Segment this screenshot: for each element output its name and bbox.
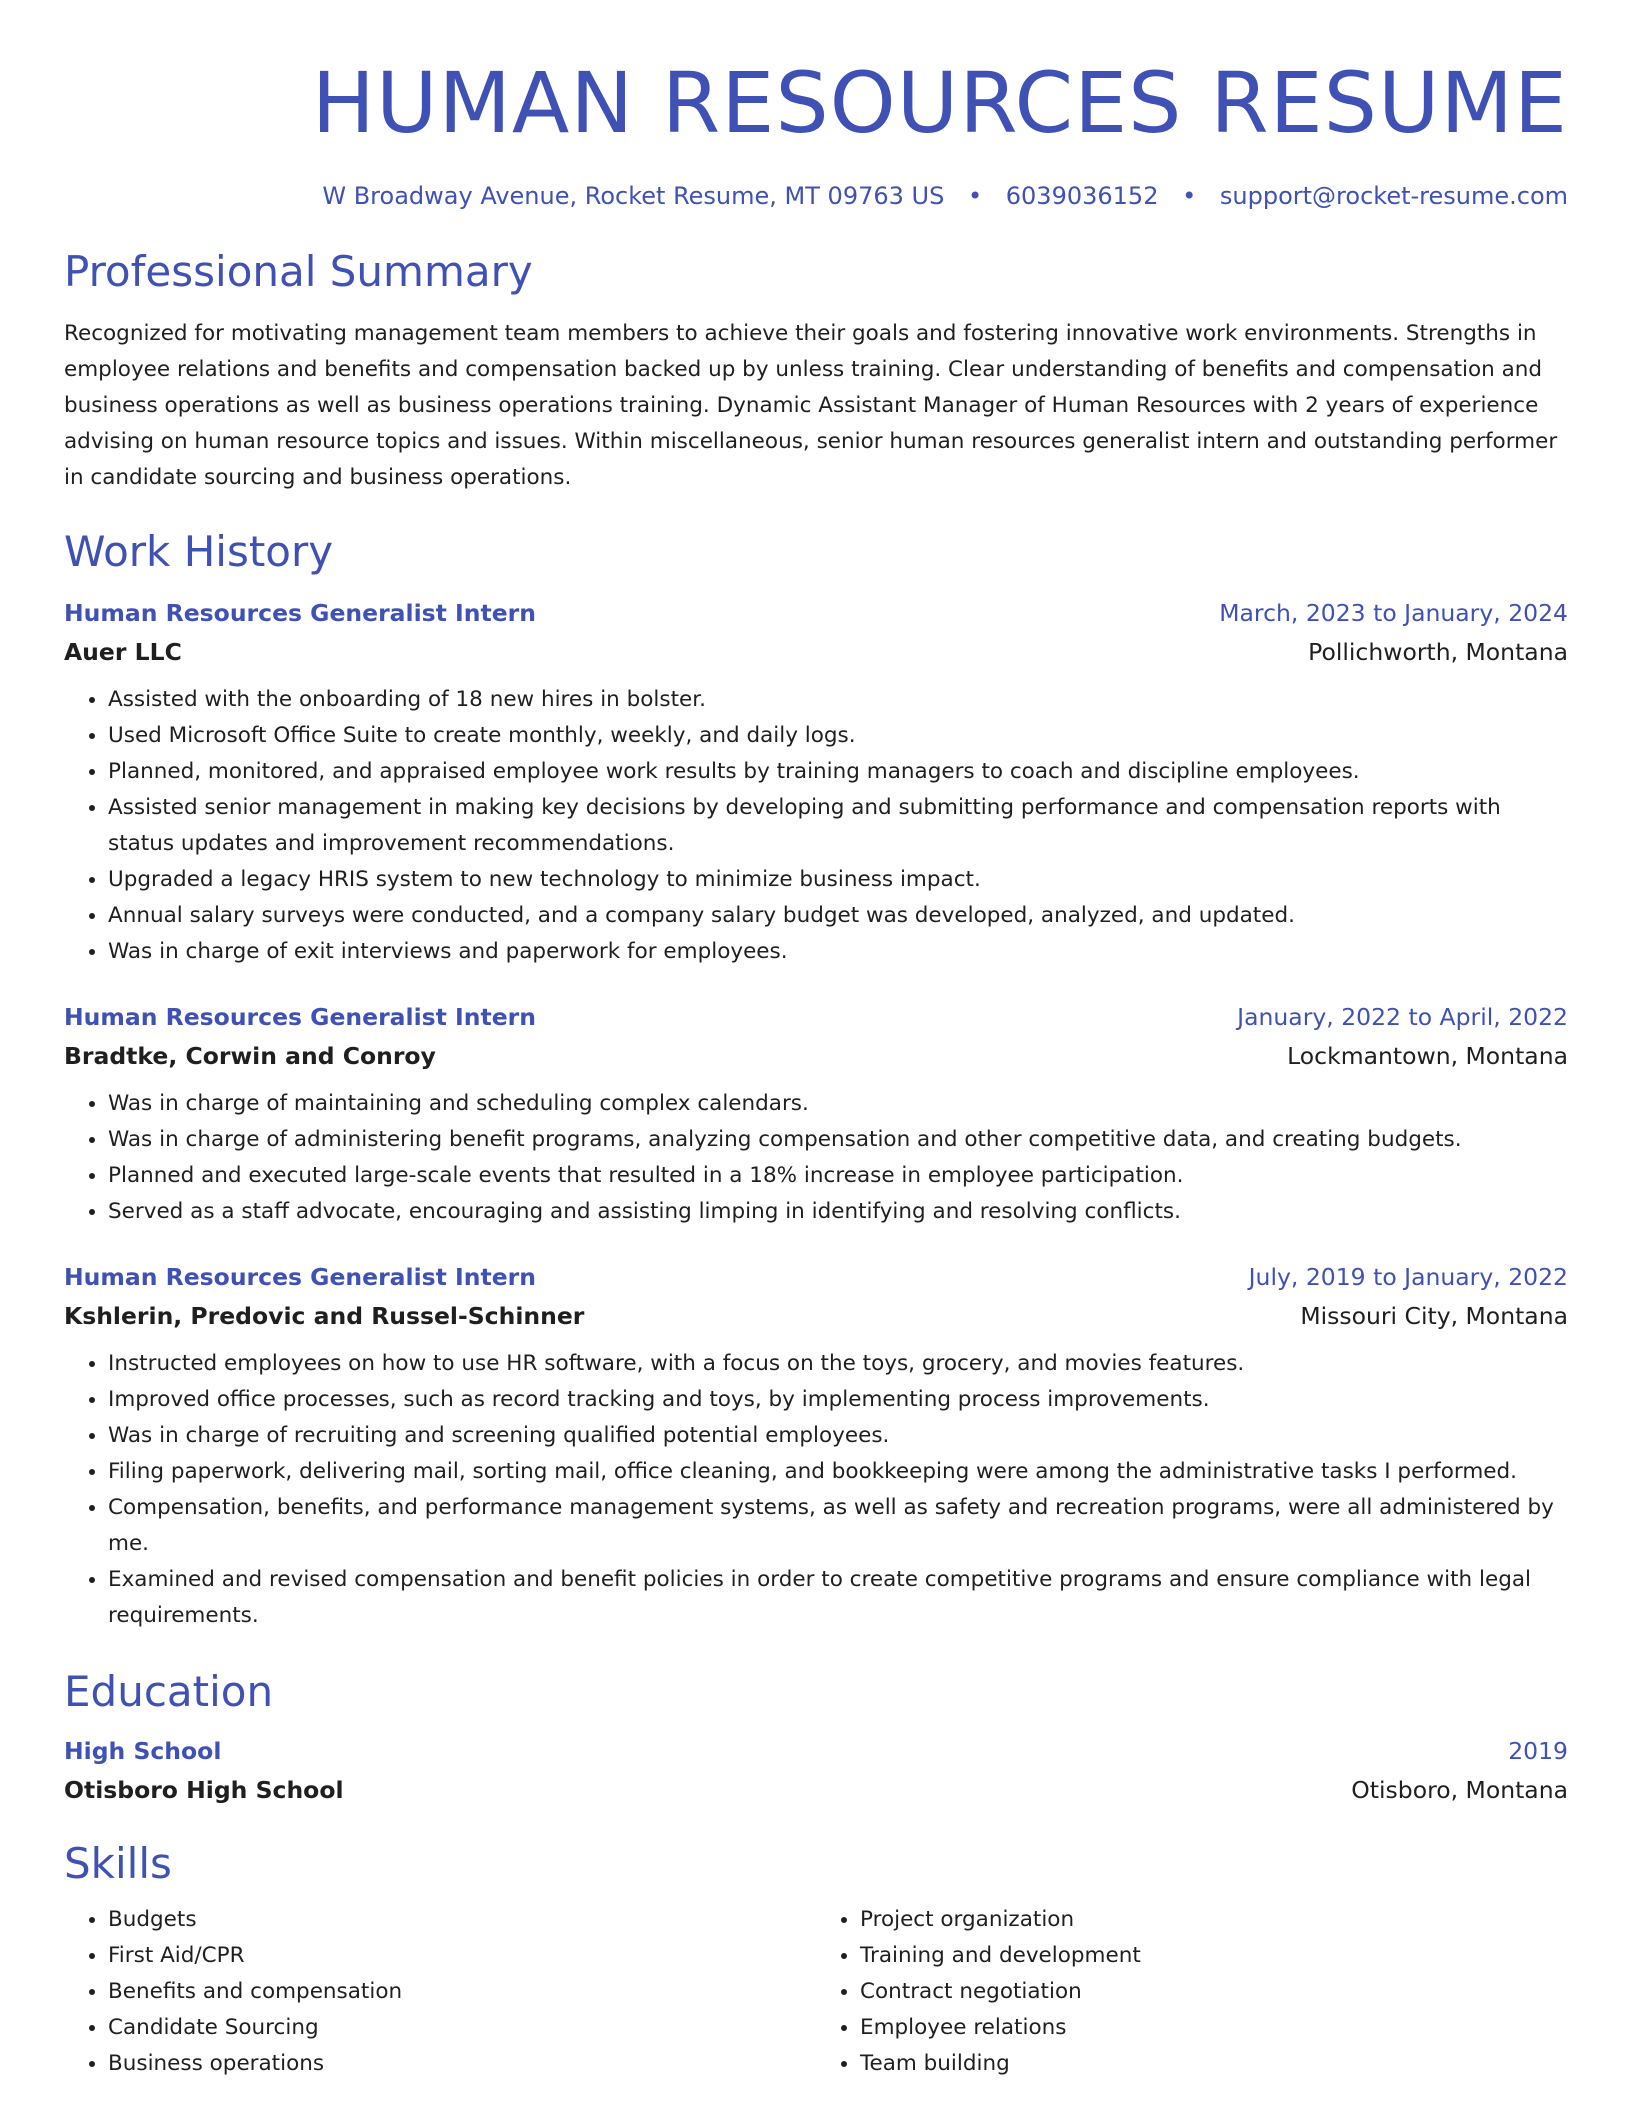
skill-item: • Budgets bbox=[108, 1902, 816, 1938]
job-header-row bbox=[64, 1258, 1568, 1296]
skills-list-right bbox=[816, 1902, 1568, 2082]
education-heading: Education bbox=[64, 1667, 274, 1716]
skill-item: • Contract negotiation bbox=[860, 1974, 1568, 2010]
job-entry bbox=[64, 594, 1568, 970]
job-location: Lockmantown, Montana bbox=[1287, 1042, 1568, 1070]
job-employer: Kshlerin, Predovic and Russel-Schinner bbox=[64, 1302, 585, 1330]
contact-separator: • bbox=[1182, 182, 1197, 210]
job-bullet: • Assisted senior management in making key decisions by developing and submitting performance and compensation reports with status updates and improvement recommendations. bbox=[108, 790, 1568, 862]
job-bullet: • Upgraded a legacy HRIS system to new technology to minimize business impact. bbox=[108, 862, 1568, 898]
job-bullet: • Used Microsoft Office Suite to create monthly, weekly, and daily logs. bbox=[108, 718, 1568, 754]
job-bullet: • Filing paperwork, delivering mail, sorting mail, office cleaning, and bookkeeping were among the administrative tasks I performed. bbox=[108, 1454, 1568, 1490]
education-school: Otisboro High School bbox=[64, 1776, 344, 1804]
job-role: Human Resources Generalist Intern bbox=[64, 1263, 536, 1291]
skill-item: • Team building bbox=[860, 2046, 1568, 2082]
job-bullet: • Instructed employees on how to use HR software, with a focus on the toys, grocery, and movies features. bbox=[108, 1346, 1568, 1382]
job-employer: Bradtke, Corwin and Conroy bbox=[64, 1042, 436, 1070]
skill-item: • Employee relations bbox=[860, 2010, 1568, 2046]
job-entry bbox=[64, 1258, 1568, 1634]
skill-item: • First Aid/CPR bbox=[108, 1938, 816, 1974]
skills-columns bbox=[64, 1902, 1568, 2082]
job-bullet: • Annual salary surveys were conducted, and a company salary budget was developed, analyzed, and updated. bbox=[108, 898, 1568, 934]
job-dates: July, 2019 to January, 2022 bbox=[1248, 1263, 1568, 1291]
work-history-heading: Work History bbox=[64, 527, 334, 576]
resume-page bbox=[64, 0, 1568, 2082]
skill-item: • Training and development bbox=[860, 1938, 1568, 1974]
job-bullet-list bbox=[64, 1346, 1568, 1634]
job-bullet: • Planned, monitored, and appraised employee work results by training managers to coach and discipline employees. bbox=[108, 754, 1568, 790]
job-header-row bbox=[64, 594, 1568, 632]
skills-heading: Skills bbox=[64, 1839, 172, 1888]
contact-phone: 6039036152 bbox=[1005, 182, 1159, 210]
job-bullet: • Examined and revised compensation and benefit policies in order to create competitive programs and ensure compliance with legal requirements. bbox=[108, 1562, 1568, 1634]
job-bullet-list bbox=[64, 1086, 1568, 1230]
contact-address: W Broadway Avenue, Rocket Resume, MT 09763 US bbox=[322, 182, 945, 210]
summary-text: Recognized for motivating management team members to achieve their goals and fostering innovative work environments. Strengths in employee relations and benefits and compensation backed up by unless training. Clear understanding of benefits and compensation and business operations as well as business operations training. Dynamic Assistant Manager of Human Resources with 2 years of experience advising on human resource topics and issues. Within miscellaneous, senior human resources generalist intern and outstanding performer in candidate sourcing and business operations. bbox=[64, 321, 1558, 490]
job-bullet: • Compensation, benefits, and performance management systems, as well as safety and recreation programs, were all administered by me. bbox=[108, 1490, 1568, 1562]
skills-list-left bbox=[64, 1902, 816, 2082]
education-year: 2019 bbox=[1508, 1737, 1568, 1765]
contact-line bbox=[64, 178, 1568, 214]
education-degree: High School bbox=[64, 1737, 222, 1765]
job-bullet: • Served as a staff advocate, encouraging and assisting limping in identifying and resolving conflicts. bbox=[108, 1194, 1568, 1230]
education-entry bbox=[64, 1732, 1568, 1810]
job-employer-row bbox=[64, 1296, 1568, 1336]
contact-email: support@rocket-resume.com bbox=[1219, 182, 1568, 210]
job-location: Pollichworth, Montana bbox=[1308, 638, 1568, 666]
job-bullet: • Was in charge of recruiting and screening qualified potential employees. bbox=[108, 1418, 1568, 1454]
job-bullet: • Was in charge of exit interviews and paperwork for employees. bbox=[108, 934, 1568, 970]
job-role: Human Resources Generalist Intern bbox=[64, 1003, 536, 1031]
contact-separator: • bbox=[967, 182, 983, 210]
job-dates: January, 2022 to April, 2022 bbox=[1237, 1003, 1568, 1031]
skill-item: • Project organization bbox=[860, 1902, 1568, 1938]
skill-item: • Benefits and compensation bbox=[108, 1974, 816, 2010]
education-school-row bbox=[64, 1770, 1568, 1810]
job-role: Human Resources Generalist Intern bbox=[64, 599, 536, 627]
job-bullet: • Assisted with the onboarding of 18 new hires in bolster. bbox=[108, 682, 1568, 718]
job-employer: Auer LLC bbox=[64, 638, 182, 666]
skill-item: • Candidate Sourcing bbox=[108, 2010, 816, 2046]
resume-title: HUMAN RESOURCES RESUME bbox=[311, 54, 1568, 152]
skill-item: • Business operations bbox=[108, 2046, 816, 2082]
job-dates: March, 2023 to January, 2024 bbox=[1219, 599, 1568, 627]
education-location: Otisboro, Montana bbox=[1351, 1776, 1568, 1804]
job-location: Missouri City, Montana bbox=[1300, 1302, 1568, 1330]
job-bullet: • Was in charge of administering benefit programs, analyzing compensation and other competitive data, and creating budgets. bbox=[108, 1122, 1568, 1158]
job-bullet: • Was in charge of maintaining and scheduling complex calendars. bbox=[108, 1086, 1568, 1122]
job-entry bbox=[64, 998, 1568, 1230]
job-employer-row bbox=[64, 1036, 1568, 1076]
job-employer-row bbox=[64, 632, 1568, 672]
job-bullet: • Improved office processes, such as record tracking and toys, by implementing process improvements. bbox=[108, 1382, 1568, 1418]
job-header-row bbox=[64, 998, 1568, 1036]
job-bullet-list bbox=[64, 682, 1568, 970]
job-bullet: • Planned and executed large-scale events that resulted in a 18% increase in employee participation. bbox=[108, 1158, 1568, 1194]
summary-heading: Professional Summary bbox=[64, 247, 533, 296]
education-header-row bbox=[64, 1732, 1568, 1770]
